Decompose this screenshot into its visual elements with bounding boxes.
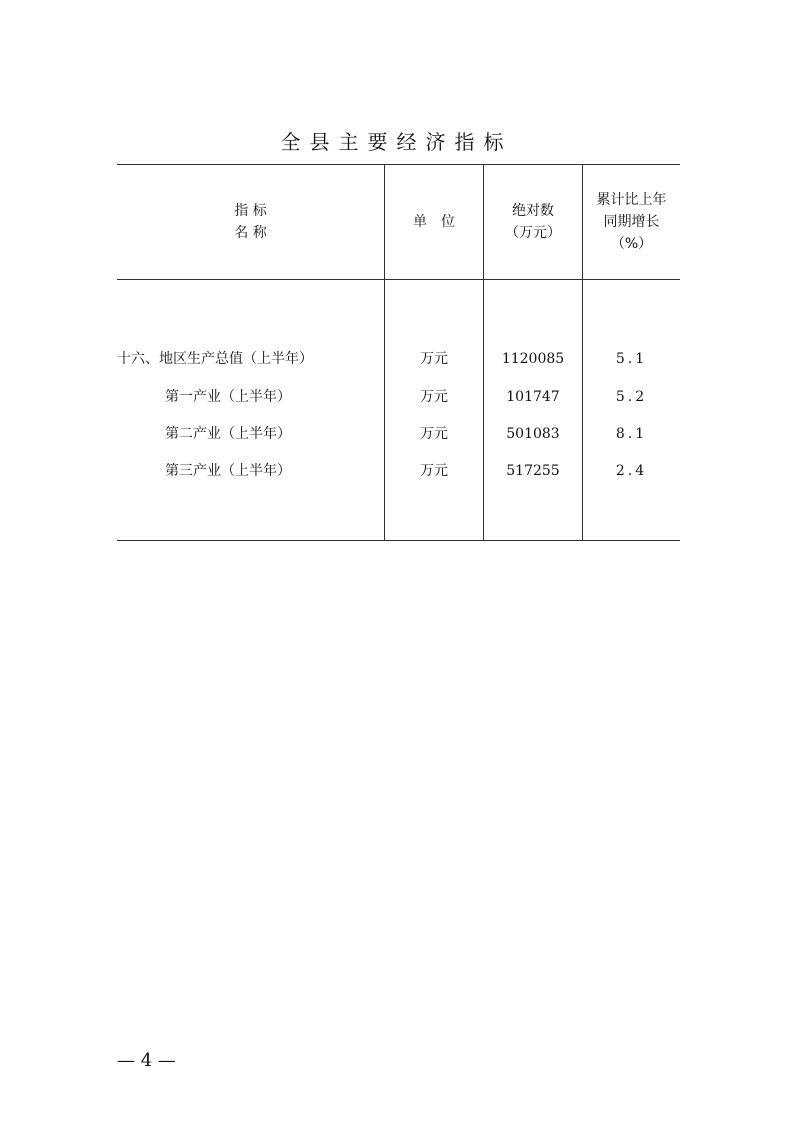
header-growth xyxy=(583,165,680,279)
row-absolute-value: 501083 xyxy=(506,426,560,442)
row-indicator-name: 第二产业（上半年） xyxy=(165,426,291,442)
row-unit: 万元 xyxy=(420,351,448,367)
header-growth-line2: 同期增长 xyxy=(603,214,660,230)
row-growth-rate: 5.2 xyxy=(615,389,648,405)
table-row xyxy=(117,385,680,409)
header-unit xyxy=(385,165,483,279)
row-absolute-value: 517255 xyxy=(506,463,560,479)
row-unit: 万元 xyxy=(420,426,448,442)
header-unit-label: 单 位 xyxy=(413,214,455,230)
row-indicator-name: 十六、地区生产总值（上半年） xyxy=(117,351,313,367)
header-absolute-line2: （万元） xyxy=(505,225,561,241)
header-indicator-name xyxy=(117,165,384,279)
header-name-line2: 名 称 xyxy=(234,225,267,241)
header-divider xyxy=(117,279,680,280)
table-row xyxy=(117,459,680,483)
row-growth-rate: 2.4 xyxy=(615,463,648,479)
table-row xyxy=(117,347,680,371)
row-growth-rate: 5.1 xyxy=(615,351,648,367)
row-absolute-value: 1120085 xyxy=(501,351,565,367)
page-number: — 4 — xyxy=(117,1050,176,1071)
indicator-table xyxy=(117,164,680,541)
page-title: 全县主要经济指标 xyxy=(280,130,513,154)
row-absolute-value: 101747 xyxy=(506,389,560,405)
header-absolute xyxy=(484,165,582,279)
header-name-line1: 指 标 xyxy=(234,203,267,219)
row-unit: 万元 xyxy=(420,389,448,405)
header-growth-line1: 累计比上年 xyxy=(596,192,667,208)
row-indicator-name: 第三产业（上半年） xyxy=(165,463,291,479)
header-absolute-line1: 绝对数 xyxy=(512,203,554,219)
row-growth-rate: 8.1 xyxy=(615,426,648,442)
table-row xyxy=(117,422,680,446)
row-unit: 万元 xyxy=(420,463,448,479)
row-indicator-name: 第一产业（上半年） xyxy=(165,389,291,405)
header-growth-line3: （%） xyxy=(610,236,653,252)
